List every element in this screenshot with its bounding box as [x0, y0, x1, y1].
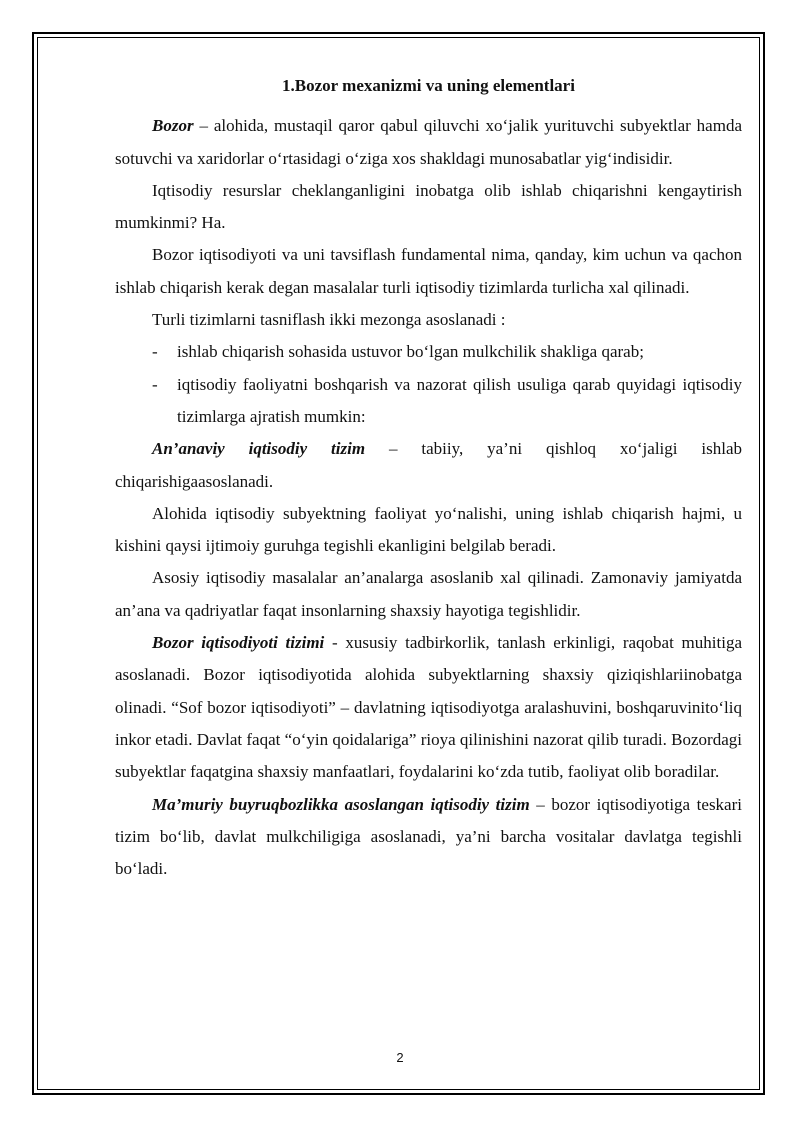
- term-bozor: Bozor: [152, 116, 194, 136]
- paragraph-text: – tabiiy, ya’ni qishloq xo‘jaligi ishlab chiqarishigaasoslanadi.: [115, 439, 742, 491]
- term-command-system: Ma’muriy buyruqbozlikka asoslangan iqtisodiy tizim: [152, 794, 530, 814]
- section-title: 1.Bozor mexanizmi va uning elementlari: [282, 76, 575, 95]
- term-market-system: Bozor iqtisodiyoti tizimi: [152, 633, 325, 653]
- paragraph-fundamental: Bozor iqtisodiyoti va uni tavsiflash fundamental nima, qanday, kim uchun va qachon ishlab chiqarish kerak degan masalalar turli iqtisodiy tizimlarda turlicha xal qilinadi.: [115, 245, 742, 297]
- document-body: [115, 70, 742, 885]
- paragraph-text: - xususiy tadbirkorlik, tanlash erkinligi, raqobat muhitiga asoslanadi. Bozor iqtisodiyotida alohida subyektlarning shaxsiy qiziqishlariinobatga olinadi. “Sof bozor iqtisodiyoti” – davlatning iqtisodiyotga aralashuvini, boshqaruvinito‘liq inkor etadi. Davlat faqat “o‘yin qoidalariga” rioya qilinishini nazorat qilib turadi. Bozordagi subyektlar faqatgina shaxsiy manfaatlari, foydalarini ko‘zda tutib, faoliyat olib boradilar.: [115, 633, 742, 782]
- paragraph-bozor-definition: [115, 110, 742, 175]
- list-item-text: ishlab chiqarish sohasida ustuvor bo‘lgan mulkchilik shakliga qarab;: [177, 342, 644, 362]
- paragraph-classification: Turli tizimlarni tasniflash ikki mezonga asoslanadi :: [152, 310, 506, 330]
- paragraph-market-system: [115, 627, 742, 788]
- page-number: 2: [396, 1050, 404, 1065]
- list-item: [115, 336, 742, 368]
- paragraph-resources: Iqtisodiy resurslar cheklanganligini inobatga olib ishlab chiqarishni kengaytirish mumkinmi? Ha.: [115, 180, 742, 233]
- dash-marker: -: [152, 374, 158, 394]
- term-traditional-system: An’anaviy iqtisodiy tizim: [152, 439, 366, 459]
- list-item-text: iqtisodiy faoliyatni boshqarish va nazorat qilish usuliga qarab quyidagi iqtisodiy tizimlarga ajratish mumkin:: [177, 374, 742, 426]
- dash-marker: -: [152, 342, 158, 362]
- paragraph-subject-activity: Alohida iqtisodiy subyektning faoliyat yo‘nalishi, uning ishlab chiqarish hajmi, u kishini qaysi ijtimoiy guruhga tegishli ekanligini belgilab beradi.: [115, 503, 742, 556]
- paragraph-text: – bozor iqtisodiyotiga teskari tizim bo‘lib, davlat mulkchiligiga asoslanadi, ya’ni barcha vositalar davlatga tegishli bo‘ladi.: [115, 794, 742, 879]
- paragraph-traditional-system: [115, 433, 742, 498]
- paragraph-traditions: Asosiy iqtisodiy masalalar an’analarga asoslanib xal qilinadi. Zamonaviy jamiyatda an’ana va qadriyatlar faqat insonlarning shaxsiy hayotiga tegishlidir.: [115, 568, 742, 620]
- list-item: [115, 369, 742, 434]
- paragraph-text: – alohida, mustaqil qaror qabul qiluvchi xo‘jalik yurituvchi subyektlar hamda sotuvchi va xaridorlar o‘rtasidagi o‘ziga xos shakldagi munosabatlar yig‘indisidir.: [115, 116, 742, 168]
- paragraph-command-system: [115, 789, 742, 886]
